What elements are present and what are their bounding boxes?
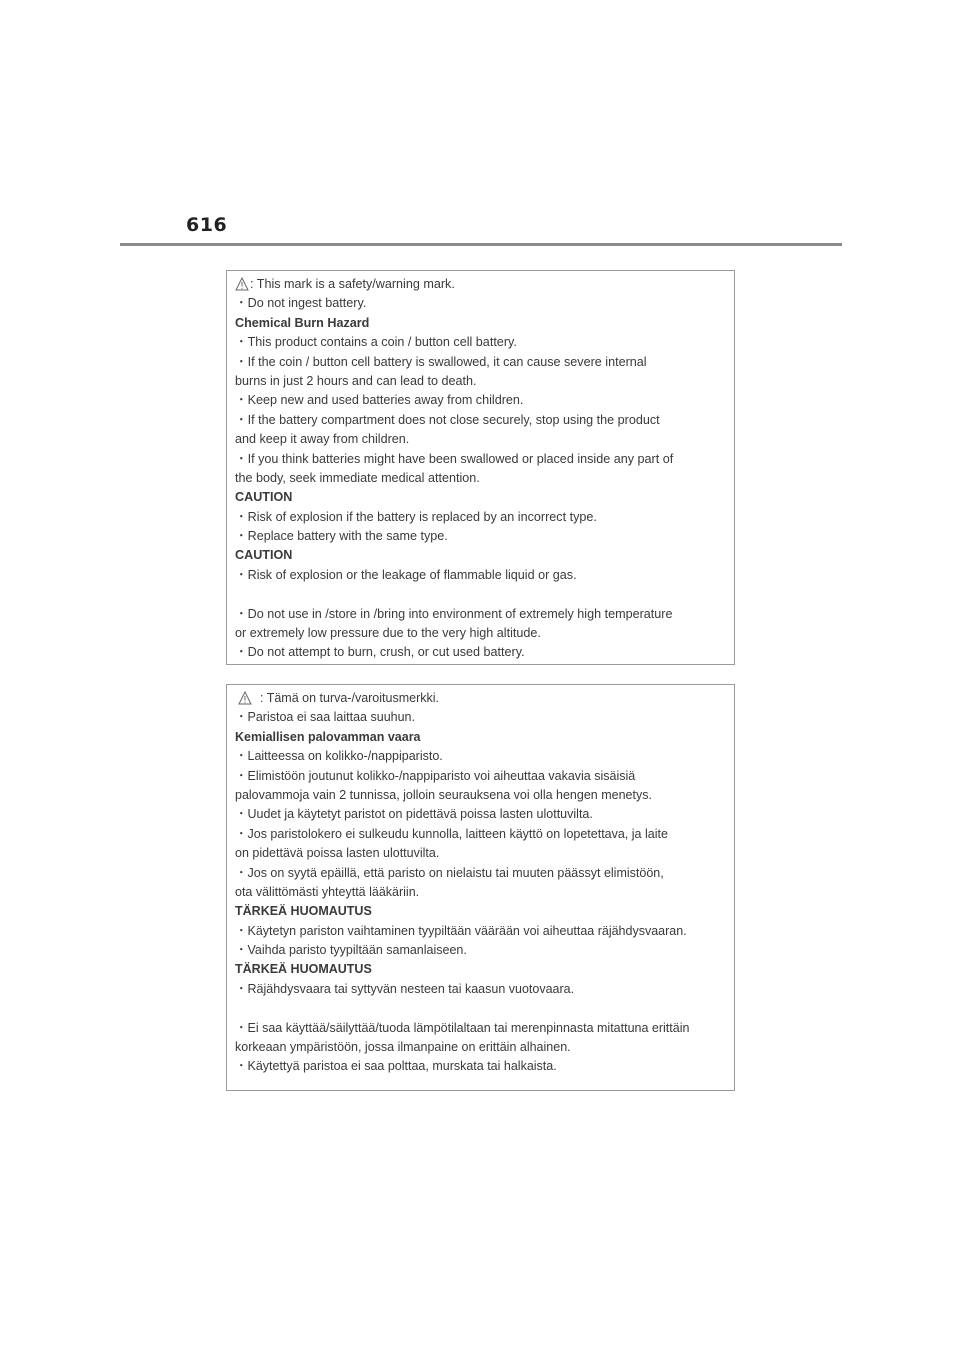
text-line: ・Do not use in /store in /bring into environment of extremely high temperature xyxy=(235,606,673,621)
section-heading: Kemiallisen palovamman vaara xyxy=(235,729,421,744)
text-line: ・Vaihda paristo tyypiltään samanlaiseen. xyxy=(235,943,467,958)
text-line: ・Käytettyä paristoa ei saa polttaa, murskata tai halkaista. xyxy=(235,1059,557,1074)
text-line: or extremely low pressure due to the very high altitude. xyxy=(235,626,541,641)
text-line: ・Ei saa käyttää/säilyttää/tuoda lämpötilaltaan tai merenpinnasta mitattuna erittäin xyxy=(235,1020,690,1035)
text-line: ・Jos on syytä epäillä, että paristo on nielaistu tai muuten päässyt elimistöön, xyxy=(235,865,664,880)
text-line: ・Räjähdysvaara tai syttyvän nesteen tai kaasun vuotovaara. xyxy=(235,981,575,996)
section-heading: CAUTION xyxy=(235,490,293,505)
finnish-warning-box xyxy=(226,684,735,1091)
english-warning-box xyxy=(226,270,735,665)
header-rule xyxy=(120,243,842,246)
blank-line xyxy=(235,999,728,1018)
text-line: ・If the battery compartment does not close securely, stop using the product xyxy=(235,412,660,427)
text-line: ・Paristoa ei saa laittaa suuhun. xyxy=(235,710,415,725)
section-heading: CAUTION xyxy=(235,548,293,563)
text-line: ・Do not ingest battery. xyxy=(235,296,367,311)
page-number: 616 xyxy=(186,214,228,236)
text-line: ・Do not attempt to burn, crush, or cut used battery. xyxy=(235,645,525,660)
text-line: ・If you think batteries might have been swallowed or placed inside any part of xyxy=(235,451,674,466)
warning-mark-line: : This mark is a safety/warning mark. xyxy=(235,275,728,294)
text-line: ・Käytetyn pariston vaihtaminen tyypiltään väärään voi aiheuttaa räjähdysvaaran. xyxy=(235,923,687,938)
text-line: ・Replace battery with the same type. xyxy=(235,529,448,544)
section-heading: TÄRKEÄ HUOMAUTUS xyxy=(235,904,372,919)
text-line: ・If the coin / button cell battery is swallowed, it can cause severe internal xyxy=(235,354,647,369)
text-line: ・Elimistöön joutunut kolikko-/nappiparisto voi aiheuttaa vakavia sisäisiä xyxy=(235,768,636,783)
section-heading: Chemical Burn Hazard xyxy=(235,315,370,330)
text-line: palovammoja vain 2 tunnissa, jolloin seurauksena voi olla hengen menetys. xyxy=(235,787,652,802)
text-line: ・Risk of explosion if the battery is replaced by an incorrect type. xyxy=(235,509,597,524)
text-line: ・This product contains a coin / button cell battery. xyxy=(235,335,517,350)
text-line: ・Keep new and used batteries away from children. xyxy=(235,393,524,408)
text-line: burns in just 2 hours and can lead to death. xyxy=(235,373,477,388)
warning-mark-line: : Tämä on turva-/varoitusmerkki. xyxy=(235,689,728,708)
text-line: ota välittömästi yhteyttä lääkäriin. xyxy=(235,884,420,899)
text-line: on pidettävä poissa lasten ulottuvilta. xyxy=(235,846,440,861)
text-line: korkeaan ympäristöön, jossa ilmanpaine on erittäin alhainen. xyxy=(235,1040,571,1055)
text-line: and keep it away from children. xyxy=(235,432,410,447)
text-line: ・Laitteessa on kolikko-/nappiparisto. xyxy=(235,749,443,764)
text-line: ・Jos paristolokero ei sulkeudu kunnolla, laitteen käyttö on lopetettava, ja laite xyxy=(235,826,668,841)
text-line: ・Risk of explosion or the leakage of flammable liquid or gas. xyxy=(235,567,577,582)
text-line: ・Uudet ja käytetyt paristot on pidettävä poissa lasten ulottuvilta. xyxy=(235,807,593,822)
blank-line xyxy=(235,585,728,604)
section-heading: TÄRKEÄ HUOMAUTUS xyxy=(235,962,372,977)
text-line: the body, seek immediate medical attention. xyxy=(235,470,480,485)
